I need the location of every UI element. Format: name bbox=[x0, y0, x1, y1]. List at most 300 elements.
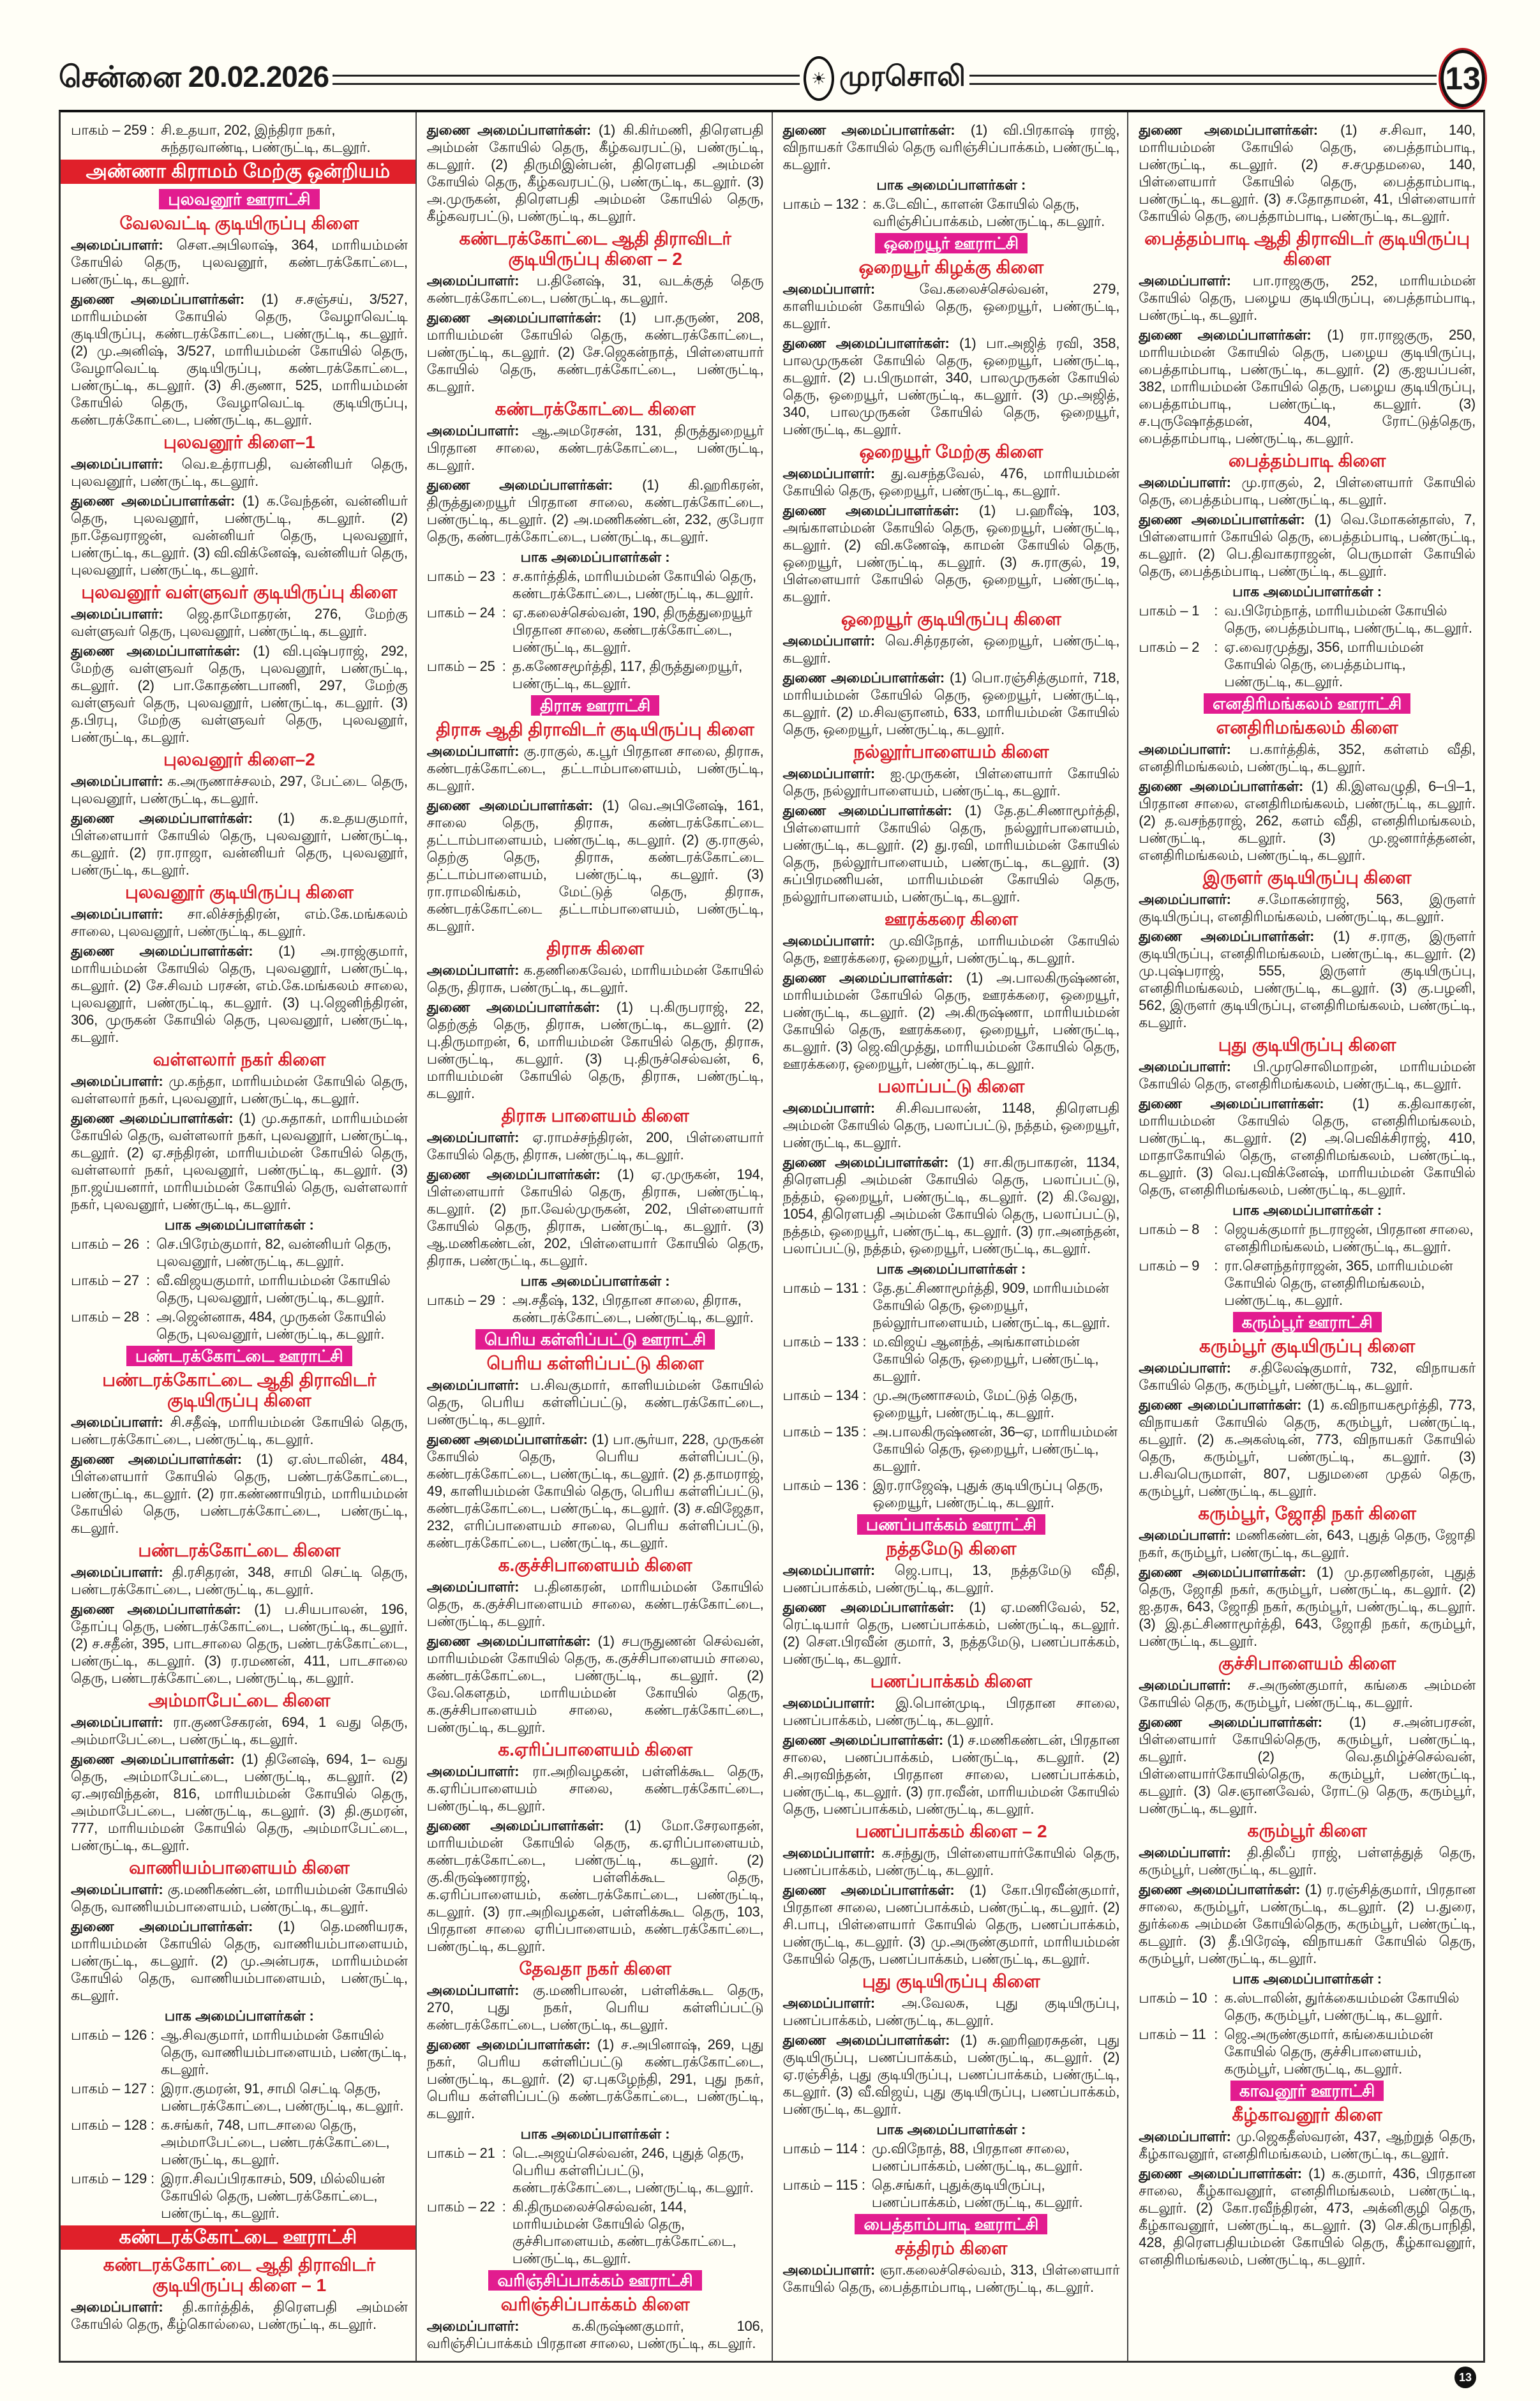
branch-heading: ஊரக்கரை கிளை bbox=[884, 909, 1018, 929]
organizer-entry bbox=[783, 280, 1120, 332]
branch-heading: கரும்பூர் குடியிருப்பு கிளை bbox=[1199, 1336, 1416, 1356]
deputy-organizers-entry bbox=[427, 2036, 764, 2122]
part-number: பாகம் – 9 bbox=[1139, 1258, 1200, 1274]
entry-details: ஜெ.பாபு, 13, நத்தமேடு வீதி, பணப்பாக்கம், பண்ருட்டி, கடலூர். bbox=[782, 1562, 1120, 1595]
entry-label: அமைப்பாளர்: bbox=[782, 2262, 875, 2278]
part-number: பாகம் – 1 bbox=[1139, 603, 1200, 619]
part-number: பாகம் – 11 bbox=[1139, 2026, 1206, 2042]
entry-details: (1) ச.அன்பரசன், பிள்ளையார் கோயில்தெரு, கரும்பூர், பண்ருட்டி, கடலூர். (2) வெ.தமிழ்ச்செல்வன், பிள்ளையார்கோயில்தெரு, கரும்பூர், பண்ருட்டி, கடலூர். (3) செ.ஞானவேல், ரோட்டு தெரு, கரும்பூர், பண்ருட்டி, கடலூர். bbox=[1139, 1714, 1476, 1816]
entry-details: க.கிருஷ்ணகுமார், 106, வரிஞ்சிப்பாக்கம் பிரதான சாலை, பண்ருட்டி, கடலூர். bbox=[426, 2318, 764, 2351]
entry-label: அமைப்பாளர்: bbox=[426, 743, 520, 759]
entry-details: ரா.அறிவழகன், பள்ளிக்கூட தெரு, க.ஏரிப்பாளையம் சாலை, கண்டரக்கோட்டை, பண்ருட்டி, கடலூர். bbox=[426, 1763, 764, 1814]
entry-label: துணை அமைப்பாளர்கள்: bbox=[1139, 1095, 1324, 1111]
entry-label: அமைப்பாளர்: bbox=[782, 281, 875, 297]
separator: : bbox=[862, 1477, 867, 1493]
entry-details: (1) க.உதயகுமார், பிள்ளையார் கோயில் தெரு, புலவனூர், பண்ருட்டி, கடலூர். (2) ரா.ராஜா, வன்னியர் தெரு, புலவனூர், பண்ருட்டி, கடலூர். bbox=[71, 810, 408, 878]
part-organizer-entry bbox=[1139, 602, 1476, 636]
entry-label: துணை அமைப்பாளர்கள்: bbox=[782, 670, 945, 686]
entry-label: அமைப்பாளர்: bbox=[426, 1982, 520, 1998]
masthead bbox=[804, 56, 966, 101]
organizer-entry bbox=[1139, 1058, 1476, 1092]
part-number: பாகம் – 27 bbox=[71, 1272, 139, 1288]
panchayat-name: எனதிரிமங்கலம் ஊராட்சி bbox=[1204, 693, 1410, 714]
deputy-organizers-entry bbox=[427, 1632, 764, 1736]
entry-label: அமைப்பாளர்: bbox=[71, 606, 163, 622]
entry-details: ஆ.அமரேசன், 131, திருத்துறையூர் பிரதான சாலை, கண்டரக்கோட்டை, பண்ருட்டி, கடலூர். bbox=[426, 423, 764, 473]
part-number: பாகம் – 23 bbox=[426, 568, 495, 584]
entry-label: அமைப்பாளர்: bbox=[71, 456, 163, 472]
part-number: பாகம் – 28 bbox=[71, 1309, 139, 1325]
branch-heading: ஒறையூர் கிழக்கு கிளை bbox=[858, 257, 1044, 277]
deputy-organizers-entry bbox=[783, 1599, 1120, 1667]
deputy-organizers-entry bbox=[1139, 1396, 1476, 1500]
page-number-badge: 13 bbox=[1440, 50, 1485, 107]
part-organizer-entry bbox=[71, 2080, 408, 2114]
part-number: பாகம் – 21 bbox=[426, 2145, 495, 2161]
entry-details: வே.கலைச்செல்வன், 279, காளியம்மன் கோயில் தெரு, ஒறையூர், பண்ருட்டி, கடலூர். bbox=[782, 281, 1120, 331]
branch-heading: புது குடியிருப்பு கிளை bbox=[862, 1971, 1040, 1991]
deputy-organizers-entry bbox=[427, 1817, 764, 1955]
entry-label: அமைப்பாளர்: bbox=[1139, 273, 1231, 289]
entry-label: அமைப்பாளர்: bbox=[71, 906, 163, 922]
deputy-organizers-entry bbox=[427, 121, 764, 225]
entry-details: து.வசந்தவேல், 476, மாரியம்மன் கோயில் தெரு, ஒறையூர், பண்ருட்டி, கடலூர். bbox=[782, 465, 1120, 499]
deputy-organizers-entry bbox=[783, 969, 1120, 1073]
entry-label: அமைப்பாளர்: bbox=[1139, 1058, 1231, 1074]
entry-details: (1) பு.கிருபராஜ், 22, தெற்குத் தெரு, திராசு, பண்ருட்டி, கடலூர். (2) பு.திருமாறன், 6, மாரியம்மன் கோயில் தெரு, திராசு, பண்ருட்டி, கடலூர். (3) பு.திருச்செல்வன், 6, மாரியம்மன் கோயில் தெரு, திராசு, பண்ருட்டி, கடலூர். bbox=[426, 999, 764, 1101]
entry-details: (1) ஏ.மணிவேல், 52, ரெட்டியார் தெரு, பணப்பாக்கம், பண்ருட்டி, கடலூர். (2) சௌ.பிரவீன் குமார், 3, நத்தமேடு, பணப்பாக்கம், பண்ருட்டி, கடலூர். bbox=[782, 1599, 1120, 1667]
separator: : bbox=[502, 2199, 506, 2215]
entry-label: அமைப்பாளர்: bbox=[426, 423, 520, 439]
entry-label: துணை அமைப்பாளர்கள்: bbox=[1139, 1881, 1301, 1897]
part-number: பாகம் – 22 bbox=[426, 2199, 495, 2215]
branch-heading: பண்டரக்கோட்டை கிளை bbox=[138, 1540, 341, 1560]
entry-details: மு.ஜெகதீஸ்வரன், 437, ஆற்றுத் தெரு, கீழ்காவனூர், எனதிரிமங்கலம், பண்ருட்டி, கடலூர். bbox=[1139, 2128, 1476, 2162]
part-number: பாகம் – 26 bbox=[71, 1236, 139, 1252]
part-organizer-details: வ.பிரேம்நாத், மாரியம்மன் கோயில் தெரு, பைத்தம்பாடி, பண்ருட்டி, கடலூர். bbox=[1224, 603, 1472, 636]
panchayat-name: பணப்பாக்கம் ஊராட்சி bbox=[857, 1514, 1045, 1535]
panchayat-name: வரிஞ்சிப்பாக்கம் ஊராட்சி bbox=[488, 2270, 701, 2291]
part-organizer-details: கி.திருமலைச்செல்வன், 144, மாரியம்மன் கோயில் தெரு, குச்சிபாளையம், கண்டரக்கோட்டை, பண்ருட்டி, கடலூர். bbox=[512, 2199, 736, 2266]
panchayat-name: பண்டரக்கோட்டை ஊராட்சி bbox=[126, 1346, 352, 1366]
part-organizers-heading: பாக அமைப்பாளர்கள் : bbox=[876, 2121, 1026, 2137]
organizer-entry bbox=[1139, 2128, 1476, 2162]
organizer-entry bbox=[783, 2261, 1120, 2296]
part-organizer-details: த.கணேசமூர்த்தி, 117, திருத்துறையூர், பண்ருட்டி, கடலூர். bbox=[512, 658, 743, 691]
entry-label: துணை அமைப்பாளர்கள்: bbox=[71, 493, 235, 509]
panchayat-banner bbox=[1139, 2081, 1476, 2101]
entry-label: அமைப்பாளர்: bbox=[1139, 1677, 1231, 1693]
organizer-entry bbox=[71, 2298, 408, 2333]
header-rule bbox=[333, 75, 800, 85]
organizer-entry bbox=[1139, 891, 1476, 925]
deputy-organizers-entry bbox=[71, 1110, 408, 1213]
part-organizer-entry bbox=[427, 604, 764, 656]
entry-details: (1) சு.ஹரிஹரசுதன், புது குடியிருப்பு, பணப்பாக்கம், பண்ருட்டி, கடலூர். (2) ஏ.ரஞ்சித், புது குடியிருப்பு, பணப்பாக்கம், பண்ருட்டி, கடலூர். (3) வீ.விஜய், புது குடியிருப்பு, பணப்பாக்கம், பண்ருட்டி, கடலூர். bbox=[782, 2032, 1120, 2117]
entry-details: (1) தெ.மணியரசு, மாரியம்மன் கோயில் தெரு, வாணியம்பாளையம், பண்ருட்டி, கடலூர். (2) மு.அன்பரசு, மாரியம்மன் கோயில் தெரு, வாணியம்பாளையம், பண்ருட்டி, கடலூர். bbox=[71, 1918, 408, 2003]
branch-heading: கண்டரக்கோட்டை ஆதி திராவிடர் குடியிருப்பு கிளை – 1 bbox=[103, 2255, 376, 2295]
part-organizer-entry bbox=[783, 195, 1120, 230]
entry-details: (1) அ.பாலகிருஷ்ணன், மாரியம்மன் கோயில் தெரு, ஊரக்கரை, ஒறையூர், பண்ருட்டி, கடலூர். (2) அ.கிருஷ்ணா, மாரியம்மன் கோயில் தெரு, ஊரக்கரை, ஒறையூர், பண்ருட்டி, கடலூர். (3) ஜெ.விமுத்து, மாரியம்மன் கோயில் தெரு, ஊரக்கரை, ஒறையூர், பண்ருட்டி, கடலூர். bbox=[782, 970, 1120, 1072]
deputy-organizers-entry bbox=[783, 335, 1120, 438]
entry-label: அமைப்பாளர்: bbox=[782, 765, 875, 781]
separator: : bbox=[146, 1272, 150, 1288]
entry-label: துணை அமைப்பாளர்கள்: bbox=[1139, 327, 1312, 343]
entry-details: சா.லிச்சந்திரன், எம்.கே.மங்கலம் சாலை, புலவனூர், பண்ருட்டி, கடலூர். bbox=[71, 906, 408, 939]
panchayat-name: காவனூர் ஊராட்சி bbox=[1230, 2081, 1384, 2101]
part-organizer-entry bbox=[71, 2026, 408, 2078]
entry-details: பா.ராஜகுரு, 252, மாரியம்மன் கோயில் தெரு, பழைய குடியிருப்பு, பைத்தாம்பாடி, பண்ருட்டி, கடலூர். bbox=[1139, 273, 1476, 323]
entry-label: துணை அமைப்பாளர்கள்: bbox=[71, 943, 253, 959]
panchayat-name: கரும்பூர் ஊராட்சி bbox=[1233, 1312, 1382, 1332]
entry-details: ஏ.ராமச்சந்திரன், 200, பிள்ளையார் கோயில் தெரு, திராசு, பண்ருட்டி, கடலூர். bbox=[426, 1129, 764, 1163]
entry-details: ஜெ.தாமோதரன், 276, மேற்கு வள்ளுவர் தெரு, புலவனூர், பண்ருட்டி, கடலூர். bbox=[71, 606, 408, 639]
panchayat-banner bbox=[783, 233, 1120, 253]
entry-details: (1) ஏ.ஸ்டாலின், 484, பிள்ளையார் கோயில் தெரு, பண்டரக்கோட்டை, பண்ருட்டி, கடலூர். (2) ரா.கண்ணாயிரம், மாரியம்மன் கோயில் தெரு, பண்டரக்கோட்டை, பண்ருட்டி, கடலூர். bbox=[71, 1451, 408, 1536]
panchayat-banner bbox=[71, 189, 408, 209]
entry-details: (1) ப.சியபாலன், 196, தோப்பு தெரு, பண்டரக்கோட்டை, பண்ருட்டி, கடலூர். (2) ச.சதீன், 395, பாடசாலை தெரு, பண்டரக்கோட்டை, பண்ருட்டி, கடலூர். (3) ர.ரமணன், 411, பாடசாலை தெரு, பண்டரக்கோட்டை, பண்ருட்டி, கடலூர். bbox=[71, 1601, 408, 1686]
part-organizers-heading: பாக அமைப்பாளர்கள் : bbox=[1232, 583, 1382, 599]
part-number: பாகம் – 128 bbox=[71, 2117, 147, 2133]
part-organizers-heading: பாக அமைப்பாளர்கள் : bbox=[876, 1261, 1026, 1277]
part-organizer-entry bbox=[71, 1308, 408, 1343]
deputy-organizers-entry bbox=[783, 802, 1120, 905]
entry-label: துணை அமைப்பாளர்கள்: bbox=[426, 477, 613, 493]
entry-details: (1) ச.சஞ்சய், 3/527, மாரியம்மன் கோயில் தெரு, வேழாவெட்டி குடியிருப்பு, கண்டரக்கோட்டை, பண்ருட்டி, கடலூர். (2) மு.அனிஷ், 3/527, மாரியம்மன் கோயில் தெரு, வேழாவெட்டி குடியிருப்பு, கண்டரக்கோட்டை, பண்ருட்டி, கடலூர். (3) சி.குணா, 525, மாரியம்மன் கோயில் தெரு, வேழாவெட்டி குடியிருப்பு, கண்டரக்கோட்டை, பண்ருட்டி, கடலூர். bbox=[71, 291, 408, 428]
entry-label: அமைப்பாளர்: bbox=[426, 2318, 520, 2334]
part-number: பாகம் – 8 bbox=[1139, 1221, 1200, 1237]
column-1 bbox=[61, 112, 417, 2361]
part-organizer-entry bbox=[1139, 2026, 1476, 2077]
part-organizer-details: மு.அருணாசலம், மேட்டுத் தெரு, ஒறையூர், பண்ருட்டி, கடலூர். bbox=[872, 1387, 1078, 1420]
part-number: பாகம் – 114 bbox=[782, 2141, 858, 2156]
organizer-entry bbox=[427, 1763, 764, 1814]
branch-heading: க.குச்சிபாளையம் கிளை bbox=[498, 1555, 692, 1575]
organizer-entry bbox=[1139, 474, 1476, 508]
branch-heading: திராசு பாளையம் கிளை bbox=[501, 1106, 689, 1125]
entry-label: துணை அமைப்பாளர்கள்: bbox=[782, 1599, 955, 1615]
deputy-organizers-entry bbox=[783, 1881, 1120, 1968]
entry-label: துணை அமைப்பாளர்கள்: bbox=[782, 2032, 950, 2048]
organizer-entry bbox=[783, 1099, 1120, 1151]
deputy-organizers-entry bbox=[783, 121, 1120, 173]
part-organizer-details: இர.ராஜேஷ், புதுக் குடியிருப்பு தெரு, ஒறையூர், பண்ருட்டி, கடலூர். bbox=[872, 1477, 1103, 1510]
organizer-entry bbox=[1139, 272, 1476, 324]
branch-heading: புலவனூர் வள்ளுவர் குடியிருப்பு கிளை bbox=[81, 582, 398, 602]
entry-details: ச.அருண்குமார், கங்கை அம்மன் கோயில் தெரு, கரும்பூர், பண்ருட்டி, கடலூர். bbox=[1139, 1677, 1476, 1710]
part-organizer-details: ம.விஜய் ஆனந்த், அங்காளம்மன் கோயில் தெரு, ஒறையூர், பண்ருட்டி, கடலூர். bbox=[872, 1334, 1099, 1384]
part-number: பாகம் – 133 bbox=[782, 1334, 859, 1350]
entry-label: அமைப்பாளர்: bbox=[71, 1414, 163, 1430]
part-organizer-entry bbox=[427, 658, 764, 692]
part-organizer-entry bbox=[71, 121, 408, 156]
branch-heading: பணப்பாக்கம் கிளை bbox=[870, 1671, 1033, 1691]
separator: : bbox=[151, 2117, 154, 2133]
entry-details: (1) கி.இளவழுதி, 6–பி–1, பிரதான சாலை, எனதிரிமங்கலம், பண்ருட்டி, கடலூர். (2) த.வசந்தராஜ், 262, களம் வீதி, எனதிரிமங்கலம், பண்ருட்டி, கடலூர். (3) மு.ஜனார்த்தனன், எனதிரிமங்கலம், பண்ருட்டி, கடலூர். bbox=[1139, 778, 1476, 863]
panchayat-name: ஒறையூர் ஊராட்சி bbox=[875, 233, 1028, 253]
deputy-organizers-entry bbox=[71, 642, 408, 746]
separator: : bbox=[861, 2141, 865, 2156]
entry-details: மு.விநோத், மாரியம்மன் கோயில் தெரு, ஊரக்கரை, ஒறையூர், பண்ருட்டி, கடலூர். bbox=[782, 933, 1120, 966]
branch-heading: பண்டரக்கோட்டை ஆதி திராவிடர் குடியிருப்பு கிளை bbox=[102, 1370, 377, 1410]
entry-details: (1) ர.ரஞ்சித்குமார், பிரதான சாலை, கரும்பூர், பண்ருட்டி, கடலூர். (2) ப.துரை, துர்க்கை அம்மன் கோயில்தெரு, கரும்பூர், பண்ருட்டி, கடலூர். (3) தீ.பிரேஷ், விநாயகர் கோயில் தெரு, கரும்பூர், பண்ருட்டி, கடலூர். bbox=[1139, 1881, 1476, 1966]
column-2 bbox=[417, 112, 773, 2361]
organizer-entry bbox=[783, 765, 1120, 799]
entry-label: துணை அமைப்பாளர்கள்: bbox=[782, 335, 950, 351]
part-number: பாகம் – 2 bbox=[1139, 639, 1200, 655]
entry-details: (1) பா.அஜித் ரவி, 358, பாலமுருகன் கோயில் தெரு, ஒறையூர், பண்ருட்டி, கடலூர். (2) ப.பிருமாள், 340, பாலமுருகன் கோயில் தெரு, ஒறையூர், பண்ருட்டி, கடலூர். (3) மு.அஜித், 340, பாலமுருகன் கோயில் தெரு, ஒறையூர், பண்ருட்டி, கடலூர். bbox=[782, 335, 1120, 437]
entry-details: (1) ரா.ராஜகுரு, 250, மாரியம்மன் கோயில் தெரு, பழைய குடியிருப்பு, பைத்தாம்பாடி, பண்ருட்டி, கடலூர். (2) கு.ஐயப்பன், 382, மாரியம்மன் கோயில் தெரு, பழைய குடியிருப்பு, பைத்தாம்பாடி, பண்ருட்டி, கடலூர். (3) ச.புருஷோத்தமன், 404, ரோட்டுத்தெரு, பைத்தாம்பாடி, பண்ருட்டி, கடலூர். bbox=[1139, 327, 1476, 446]
entry-details: (1) வெ.மோகன்தாஸ், 7, பிள்ளையார் கோயில் தெரு, பைத்தம்பாடி, பண்ருட்டி, கடலூர். (2) பெ.திவாகராஜன், பெருமாள் கோயில் தெரு, பைத்தம்பாடி, பண்ருட்டி, கடலூர். bbox=[1139, 511, 1476, 579]
entry-details: (1) பொ.ரஞ்சித்குமார், 718, மாரியம்மன் கோயில் தெரு, ஒறையூர், பண்ருட்டி, கடலூர். (2) ம.சிவஞானம், 633, மாரியம்மன் கோயில் தெரு, ஒறையூர், பண்ருட்டி, கடலூர். bbox=[782, 670, 1120, 737]
branch-heading: பைத்தம்பாடி ஆதி திராவிடர் குடியிருப்பு கிளை bbox=[1144, 229, 1470, 269]
entry-details: கு.ராகுல், க.பூர் பிரதான சாலை, திராசு, கண்டரக்கோட்டை, தட்டாம்பாளையம், பண்ருட்டி, கடலூர். bbox=[426, 743, 764, 794]
part-organizer-entry bbox=[427, 568, 764, 602]
branch-heading: வரிஞ்சிப்பாக்கம் கிளை bbox=[500, 2294, 690, 2314]
entry-label: அமைப்பாளர்: bbox=[1139, 1527, 1231, 1543]
panchayat-banner bbox=[427, 2270, 764, 2291]
entry-details: ஞா.கலைச்செல்வம், 313, பிள்ளையார் கோயில் தெரு, பைத்தாம்பாடி, பண்ருட்டி, கடலூர். bbox=[782, 2262, 1120, 2295]
organizer-entry bbox=[71, 1413, 408, 1448]
entry-details: (1) கி.ஹரிகரன், திருத்துறையூர் பிரதான சாலை, கண்டரக்கோட்டை, பண்ருட்டி, கடலூர். (2) அ.மணிகண்டன், 232, குபேரா தெரு, கண்டரக்கோட்டை, பண்ருட்டி, கடலூர். bbox=[426, 477, 764, 545]
branch-heading: வள்ளலார் நகர் கிளை bbox=[153, 1050, 326, 1069]
entry-details: (1) வெ.அபினேஷ், 161, சாலை தெரு, திராசு, கண்டரக்கோட்டை தட்டாம்பாளையம், பண்ருட்டி, கடலூர். (2) கு.ராகுல், தெற்கு தெரு, திராசு, கண்டரக்கோட்டை தட்டாம்பாளையம், பண்ருட்டி, கடலூர். (3) ரா.ராமலிங்கம், மேட்டுத் தெரு, திராசு, கண்டரக்கோட்டை தட்டாம்பாளையம், பண்ருட்டி, கடலூர். bbox=[426, 797, 764, 934]
part-number: பாகம் – 129 bbox=[71, 2171, 147, 2186]
part-organizer-details: ஏ.வைரமுத்து, 356, மாரியம்மன் கோயில் தெரு, பைத்தம்பாடி, பண்ருட்டி, கடலூர். bbox=[1224, 639, 1424, 689]
part-organizers-heading: பாக அமைப்பாளர்கள் : bbox=[164, 2008, 314, 2024]
entry-details: சி.சதீஷ், மாரியம்மன் கோயில் தெரு, பண்டரக்கோட்டை, பண்ருட்டி, கடலூர். bbox=[71, 1414, 408, 1447]
entry-label: அமைப்பாளர்: bbox=[782, 1995, 875, 2011]
organizer-entry bbox=[427, 1578, 764, 1630]
organizer-entry bbox=[783, 465, 1120, 499]
part-organizer-details: ரா.சௌந்தர்ராஜன், 365, மாரியம்மன் கோயில் தெரு, எனதிரிமங்கலம், பண்ருட்டி, கடலூர். bbox=[1224, 1258, 1453, 1308]
separator: : bbox=[1214, 2026, 1218, 2042]
organizer-entry bbox=[71, 772, 408, 807]
branch-heading: நல்லூர்பாளையம் கிளை bbox=[853, 742, 1049, 762]
deputy-organizers-entry bbox=[1139, 1713, 1476, 1817]
part-organizer-details: தெ.சங்கர், புதுக்குடியிருப்பு, பணப்பாக்கம், பண்ருட்டி, கடலூர். bbox=[871, 2177, 1083, 2210]
entry-details: (1) ஏ.முருகன், 194, பிள்ளையார் கோயில் தெரு, திராசு, பண்ருட்டி, கடலூர். (2) நா.வேல்முருகன், 202, பிள்ளையார் கோயில் தெரு, திராசு, பண்ருட்டி, கடலூர். (3) ஆ.மணிகண்டன், 202, பிள்ளையார் கோயில் தெரு, திராசு, பண்ருட்டி, கடலூர். bbox=[426, 1166, 764, 1268]
organizer-entry bbox=[71, 236, 408, 288]
panchayat-banner bbox=[427, 1329, 764, 1350]
entry-details: தி.கார்த்திக், திரௌபதி அம்மன் கோயில் தெரு, கீழ்கொல்லை, பண்ருட்டி, கடலூர். bbox=[71, 2299, 408, 2332]
separator: : bbox=[146, 1236, 150, 1252]
branch-heading: அம்மாபேட்டை கிளை bbox=[148, 1690, 331, 1710]
part-organizer-entry bbox=[783, 1279, 1120, 1331]
panchayat-name: பெரிய கள்ளிப்பட்டு ஊராட்சி bbox=[475, 1329, 715, 1350]
separator: : bbox=[502, 605, 506, 621]
entry-label: அமைப்பாளர்: bbox=[782, 633, 875, 649]
separator: : bbox=[862, 1334, 867, 1350]
entry-label: துணை அமைப்பாளர்கள்: bbox=[1139, 928, 1315, 944]
part-organizer-entry bbox=[71, 1235, 408, 1270]
part-organizer-details: இரா.சிவப்பிரகாசம், 509, மில்லியன் கோயில் தெரு, பண்டரக்கோட்டை, பண்ருட்டி, கடலூர். bbox=[161, 2171, 385, 2221]
branch-heading: பைத்தம்பாடி கிளை bbox=[1228, 451, 1386, 470]
part-organizer-details: டெ.அஜய்செல்வன், 246, புதுத் தெரு, பெரிய கள்ளிப்பட்டு, கண்டரக்கோட்டை, பண்ருட்டி, கடலூர். bbox=[512, 2145, 754, 2195]
entry-details: ரா.குணசேகரன், 694, 1 வது தெரு, அம்மாபேட்டை, பண்ருட்டி, கடலூர். bbox=[71, 1714, 408, 1747]
deputy-organizers-entry bbox=[1139, 121, 1476, 225]
deputy-organizers-entry bbox=[71, 1750, 408, 1854]
organizer-entry bbox=[783, 1694, 1120, 1729]
entry-label: அமைப்பாளர்: bbox=[71, 1714, 163, 1730]
deputy-organizers-entry bbox=[71, 809, 408, 878]
entry-details: க.தணிகைவேல், மாரியம்மன் கோயில் தெரு, திராசு, பண்ருட்டி, கடலூர். bbox=[426, 962, 764, 995]
entry-details: கு.மணிகண்டன், மாரியம்மன் கோயில் தெரு, வாணியம்பாளையம், பண்ருட்டி, கடலூர். bbox=[71, 1881, 408, 1915]
entry-label: அமைப்பாளர்: bbox=[1139, 891, 1231, 907]
separator: : bbox=[151, 122, 154, 138]
branch-heading: பெரிய கள்ளிப்பட்டு கிளை bbox=[486, 1353, 704, 1373]
entry-label: துணை அமைப்பாளர்கள்: bbox=[782, 1732, 944, 1748]
part-organizer-details: ஜெயக்குமார் நடராஜன், பிரதான சாலை, எனதிரிமங்கலம், பண்ருட்டி, கடலூர். bbox=[1224, 1221, 1474, 1254]
entry-details: (1) பா.தருண், 208, மாரியம்மன் கோயில் தெரு, கண்டரக்கோட்டை, பண்ருட்டி, கடலூர். (2) சே.ஜெகன்நாத், பிள்ளையார் கோயில் தெரு, கண்டரக்கோட்டை, பண்ருட்டி, கடலூர். bbox=[426, 310, 764, 395]
organizer-entry bbox=[71, 1713, 408, 1748]
part-organizer-details: அ.ஜென்னாசு, 484, முருகன் கோயில் தெரு, புலவனூர், பண்ருட்டி, கடலூர். bbox=[156, 1309, 386, 1342]
part-organizer-details: ஆ.சிவகுமார், மாரியம்மன் கோயில் தெரு, வாணியம்பாளையம், பண்ருட்டி, கடலூர். bbox=[161, 2027, 407, 2077]
part-organizer-entry bbox=[427, 2198, 764, 2267]
deputy-organizers-entry bbox=[71, 290, 408, 428]
entry-details: (1) பா.சூர்யா, 228, முருகன் கோயில் தெரு, பெரிய கள்ளிப்பட்டு, கண்டரக்கோட்டை, பண்ருட்டி, கடலூர். (2) த.தாமராஜ், 49, காளியம்மன் கோயில் தெரு, பெரிய கள்ளிப்பட்டு, கண்டரக்கோட்டை, பண்ருட்டி, கடலூர். (3) ச.விஜேதா, 232, எரிப்பாளையம் சாலை, பெரிய கள்ளிப்பட்டு, கண்டரக்கோட்டை, பண்ருட்டி, கடலூர். bbox=[426, 1431, 764, 1551]
part-organizer-details: ச.கார்த்திக், மாரியம்மன் கோயில் தெரு, கண்டரக்கோட்டை, பண்ருட்டி, கடலூர். bbox=[512, 568, 756, 601]
part-number: பாகம் – 127 bbox=[71, 2081, 147, 2096]
part-number: பாகம் – 136 bbox=[782, 1477, 859, 1493]
entry-details: (1) ச.அபினாஷ், 269, புது நகர், பெரிய கள்ளிப்பட்டு கண்டரக்கோட்டை, பண்ருட்டி, கடலூர். (2) ஏ.புகழேந்தி, 291, புது நகர், பெரிய கள்ளிப்பட்டு கண்டரக்கோட்டை, பண்ருட்டி, கடலூர். bbox=[426, 2036, 764, 2121]
entry-label: அமைப்பாளர்: bbox=[1139, 474, 1231, 490]
branch-heading: புது குடியிருப்பு கிளை bbox=[1218, 1035, 1396, 1055]
entry-label: துணை அமைப்பாளர்கள்: bbox=[782, 502, 959, 518]
part-organizer-entry bbox=[783, 1423, 1120, 1475]
entry-label: துணை அமைப்பாளர்கள்: bbox=[71, 643, 241, 659]
entry-details: வெ.சித்ரதரன், ஒறையூர், பண்ருட்டி, கடலூர். bbox=[782, 633, 1120, 666]
part-organizer-entry bbox=[427, 2144, 764, 2196]
deputy-organizers-entry bbox=[783, 1731, 1120, 1818]
branch-heading: பணப்பாக்கம் கிளை – 2 bbox=[855, 1821, 1047, 1841]
entry-label: துணை அமைப்பாளர்கள்: bbox=[426, 1166, 601, 1182]
entry-details: தி.திலீப் ராஜ், பள்ளத்துத் தெரு, கரும்பூர், பண்ருட்டி, கடலூர். bbox=[1139, 1844, 1476, 1878]
organizer-entry bbox=[71, 905, 408, 940]
entry-label: அமைப்பாளர்: bbox=[426, 1579, 520, 1595]
deputy-organizers-entry bbox=[71, 492, 408, 578]
panchayat-name: பைத்தாம்பாடி ஊராட்சி bbox=[855, 2214, 1047, 2234]
part-organizer-details: தே.தட்சிணாமூர்த்தி, 909, மாரியம்மன் கோயில் தெரு, ஒறையூர், நல்லூர்பாளையம், பண்ருட்டி, கடலூர். bbox=[872, 1280, 1110, 1330]
separator: : bbox=[1214, 1258, 1218, 1274]
branch-heading: திராசு ஆதி திராவிடர் குடியிருப்பு கிளை bbox=[436, 719, 754, 739]
panchayat-name: புலவனூர் ஊராட்சி bbox=[159, 189, 319, 209]
deputy-organizers-entry bbox=[783, 502, 1120, 605]
entry-details: (1) சா.கிருபாகரன், 1134, திரௌபதி அம்மன் கோயில் தெரு, பலாப்பட்டு, நத்தம், ஒறையூர், பண்ருட்டி, கடலூர். (2) கி.வேலு, 1054, திரௌபதி அம்மன் கோயில் தெரு, பலாப்பட்டு, நத்தம், ஒறையூர், பண்ருட்டி, கடலூர். (3) ரா.அனந்தன், பலாப்பட்டு, நத்தம், ஒறையூர், பண்ருட்டி, கடலூர். bbox=[782, 1154, 1120, 1256]
branch-heading: ஒறையூர் மேற்கு கிளை bbox=[859, 442, 1043, 462]
branch-heading: புலவனூர் கிளை–2 bbox=[163, 749, 315, 769]
organizer-entry bbox=[71, 1073, 408, 1107]
entry-label: அமைப்பாளர்: bbox=[1139, 741, 1231, 757]
branch-heading: கண்டரக்கோட்டை கிளை bbox=[495, 399, 696, 419]
organizer-entry bbox=[71, 1563, 408, 1598]
entry-details: (1) சபருதுணன் செல்வன், மாரியம்மன் கோயில் தெரு, க.குச்சிபாளையம் சாலை, கண்டரக்கோட்டை, பண்ருட்டி, கடலூர். (2) வே.கௌதம், மாரியம்மன் கோயில் தெரு, க.குச்சிபாளையம் சாலை, கண்டரக்கோட்டை, பண்ருட்டி, கடலூர். bbox=[426, 1633, 764, 1735]
entry-details: (1) வி.பிரகாஷ் ராஜ், விநாயகர் கோயில் தெரு வரிஞ்சிப்பாக்கம், பண்ருட்டி, கடலூர். bbox=[782, 122, 1120, 172]
entry-details: சௌ.அபிலாஷ், 364, மாரியம்மன் கோயில் தெரு, புலவனூர், கண்டரக்கோட்டை, பண்ருட்டி, கடலூர். bbox=[71, 237, 408, 287]
entry-label: அமைப்பாளர்: bbox=[71, 237, 163, 253]
entry-label: துணை அமைப்பாளர்கள்: bbox=[426, 1431, 588, 1447]
entry-details: ஐ.முருகன், பிள்ளையார் கோயில் தெரு, நல்லூர்பாளையம், பண்ருட்டி, கடலூர். bbox=[782, 765, 1120, 799]
entry-label: துணை அமைப்பாளர்கள்: bbox=[1139, 1564, 1306, 1580]
deputy-organizers-entry bbox=[1139, 511, 1476, 580]
footer-page-number: 13 bbox=[1454, 2367, 1476, 2388]
entry-label: துணை அமைப்பாளர்கள்: bbox=[71, 1918, 253, 1934]
branch-heading: புலவனூர் கிளை–1 bbox=[163, 432, 315, 452]
separator: : bbox=[1214, 1221, 1218, 1237]
branch-heading: புலவனூர் குடியிருப்பு கிளை bbox=[125, 882, 354, 902]
entry-details: (1) கோ.பிரவீன்குமார், பிரதான சாலை, பணப்பாக்கம், பண்ருட்டி, கடலூர். (2) சி.பாபு, பிள்ளையார் கோயில் தெரு, பணப்பாக்கம், பண்ருட்டி, கடலூர். (3) மு.அருண்குமார், மாரியம்மன் கோயில் தெரு, பணப்பாக்கம், பண்ருட்டி, கடலூர். bbox=[782, 1882, 1120, 1967]
entry-label: அமைப்பாளர்: bbox=[782, 1562, 875, 1578]
entry-label: துணை அமைப்பாளர்கள்: bbox=[782, 122, 955, 138]
separator: : bbox=[502, 568, 506, 584]
entry-details: க.அருணாச்சலம், 297, பேட்டை தெரு, புலவனூர், பண்ருட்டி, கடலூர். bbox=[71, 773, 408, 806]
organizer-entry bbox=[427, 2317, 764, 2352]
part-organizers-heading: பாக அமைப்பாளர்கள் : bbox=[164, 1217, 314, 1233]
entry-label: துணை அமைப்பாளர்கள்: bbox=[426, 1818, 604, 1833]
deputy-organizers-entry bbox=[71, 1600, 408, 1687]
entry-label: அமைப்பாளர்: bbox=[426, 1377, 520, 1393]
part-organizer-entry bbox=[1139, 1257, 1476, 1309]
deputy-organizers-entry bbox=[1139, 778, 1476, 864]
part-organizers-heading: பாக அமைப்பாளர்கள் : bbox=[520, 2126, 670, 2142]
branch-heading: கரும்பூர் கிளை bbox=[1247, 1821, 1367, 1840]
branch-heading: குச்சிபாளையம் கிளை bbox=[1218, 1653, 1396, 1673]
union-banner: அண்ணா கிராமம் மேற்கு ஒன்றியம் bbox=[61, 160, 415, 184]
entry-details: அ.வேலசு, புது குடியிருப்பு, பணப்பாக்கம், பண்ருட்டி, கடலூர். bbox=[782, 1995, 1120, 2028]
part-organizer-details: வீ.விஜயகுமார், மாரியம்மன் கோயில் தெரு, புலவனூர், பண்ருட்டி, கடலூர். bbox=[156, 1272, 391, 1306]
separator: : bbox=[1214, 1990, 1218, 2006]
separator: : bbox=[151, 2081, 154, 2096]
entry-label: அமைப்பாளர்: bbox=[71, 1073, 163, 1089]
entry-label: துணை அமைப்பாளர்கள்: bbox=[71, 1110, 234, 1126]
entry-details: க.சந்துரு, பிள்ளையார்கோயில் தெரு, பணப்பாக்கம், பண்ருட்டி, கடலூர். bbox=[782, 1845, 1120, 1878]
part-organizers-heading: பாக அமைப்பாளர்கள் : bbox=[1232, 1971, 1382, 1987]
part-number: பாகம் – 134 bbox=[782, 1387, 859, 1403]
branch-heading: தேவதா நகர் கிளை bbox=[519, 1959, 671, 1978]
organizer-entry bbox=[783, 1562, 1120, 1596]
header-rule bbox=[969, 75, 1437, 85]
part-organizer-entry bbox=[783, 2176, 1120, 2211]
entry-label: துணை அமைப்பாளர்கள்: bbox=[1139, 1397, 1302, 1413]
part-number: பாகம் – 115 bbox=[782, 2177, 858, 2193]
deputy-organizers-entry bbox=[1139, 928, 1476, 1031]
organizer-entry bbox=[71, 1881, 408, 1915]
column-4 bbox=[1128, 112, 1483, 2361]
part-organizers-heading: பாக அமைப்பாளர்கள் : bbox=[876, 177, 1026, 193]
part-organizer-entry bbox=[71, 2116, 408, 2168]
branch-heading: க.ஏரிப்பாளையம் கிளை bbox=[498, 1740, 692, 1759]
entry-label: அமைப்பாளர்: bbox=[71, 773, 163, 789]
separator: : bbox=[1214, 603, 1218, 619]
entry-label: துணை அமைப்பாளர்கள்: bbox=[71, 291, 245, 307]
part-organizer-details: அ.பாலகிருஷ்ணன், 36–ஏ, மாரியம்மன் கோயில் தெரு, ஒறையூர், பண்ருட்டி, கடலூர். bbox=[872, 1424, 1118, 1474]
organizer-entry bbox=[71, 605, 408, 640]
deputy-organizers-entry bbox=[783, 1154, 1120, 1257]
entry-details: (1) அ.ராஜ்குமார், மாரியம்மன் கோயில் தெரு, புலவனூர், பண்ருட்டி, கடலூர். (2) சே.சிவம் பரசன், எம்.கே.மங்கலம் சாலை, புலவனூர், பண்ருட்டி, கடலூர். (3) பு.ஜெனிந்திரன், 306, முருகன் கோயில் தெரு, புலவனூர், பண்ருட்டி, கடலூர். bbox=[71, 943, 408, 1045]
organizer-entry bbox=[1139, 1676, 1476, 1711]
branch-heading: இருளர் குடியிருப்பு கிளை bbox=[1202, 868, 1412, 887]
panchayat-banner bbox=[783, 2214, 1120, 2234]
deputy-organizers-entry bbox=[1139, 1095, 1476, 1198]
organizer-entry bbox=[427, 272, 764, 306]
entry-details: தி.ரசிதரன், 348, சாமி செட்டி தெரு, பண்டரக்கோட்டை, பண்ருட்டி, கடலூர். bbox=[71, 1564, 408, 1597]
entry-label: துணை அமைப்பாளர்கள்: bbox=[426, 310, 602, 326]
deputy-organizers-entry bbox=[783, 669, 1120, 738]
deputy-organizers-entry bbox=[427, 1166, 764, 1269]
part-number: பாகம் – 135 bbox=[782, 1424, 859, 1440]
part-organizer-details: செ.பிரேம்குமார், 82, வன்னியர் தெரு, புலவனூர், பண்ருட்டி, கடலூர். bbox=[156, 1236, 391, 1269]
separator: : bbox=[862, 196, 867, 212]
